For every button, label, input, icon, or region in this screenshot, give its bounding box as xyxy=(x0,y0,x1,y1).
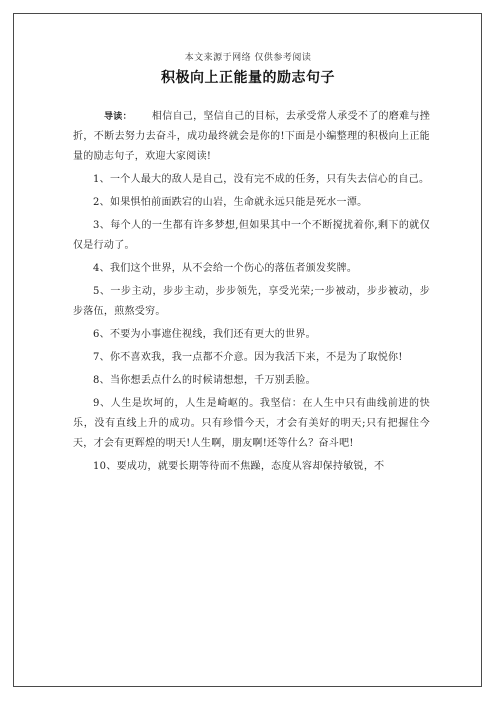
quote-paragraph: 3、每个人的一生都有许多梦想,但如果其中一个不断搅扰着你,剩下的就仅仅是行动了。 xyxy=(73,220,430,251)
quote-paragraph: 10、要成功，就要长期等待而不焦躁，态度从容却保持敏锐，不 xyxy=(93,461,385,472)
quote-paragraph: 2、如果惧怕前面跌宕的山岩，生命就永远只能是死水一潭。 xyxy=(93,197,368,208)
intro-text: 相信自己，坚信自己的目标，去承受常人承受不了的磨难与挫折，不断去努力去奋斗，成功最终就会是你的!下面是小编整理的积极向上正能量的励志句子，欢迎大家阅读! xyxy=(73,111,431,162)
intro-paragraph xyxy=(73,107,430,167)
quote-paragraph: 4、我们这个世界，从不会给一个伤心的落伍者颁发奖牌。 xyxy=(93,263,358,274)
quote-paragraph: 8、当你想丢点什么的时候请想想，千万别丢脸。 xyxy=(93,375,316,386)
quote-paragraph: 5、一步主动，步步主动，步步领先，享受光荣;一步被动，步步被动，步步落伍，煎熬受穷。 xyxy=(73,286,430,317)
quote-paragraph: 6、不要为小事遮住视线，我们还有更大的世界。 xyxy=(93,329,316,340)
quote-paragraph: 7、你不喜欢我，我一点都不介意。因为我活下来，不是为了取悦你! xyxy=(93,352,403,363)
quote-paragraph: 9、人生是坎坷的，人生是崎岖的。我坚信：在人生中只有曲线前进的快乐，没有直线上升的成功。只有珍惜今天，才会有美好的明天;只有把握住今天，才会有更辉煌的明天!人生啊，朋友啊!还等什么？奋斗吧! xyxy=(73,398,430,449)
quote-paragraph: 1、一个人最大的敌人是自己，没有完不成的任务，只有失去信心的自己。 xyxy=(93,174,430,185)
intro-label: 导读： xyxy=(104,112,132,122)
source-note: 本文来源于网络 仅供参考阅读 xyxy=(184,53,312,63)
document-title: 积极向上正能量的励志句子 xyxy=(161,70,335,86)
article-body xyxy=(73,107,430,480)
